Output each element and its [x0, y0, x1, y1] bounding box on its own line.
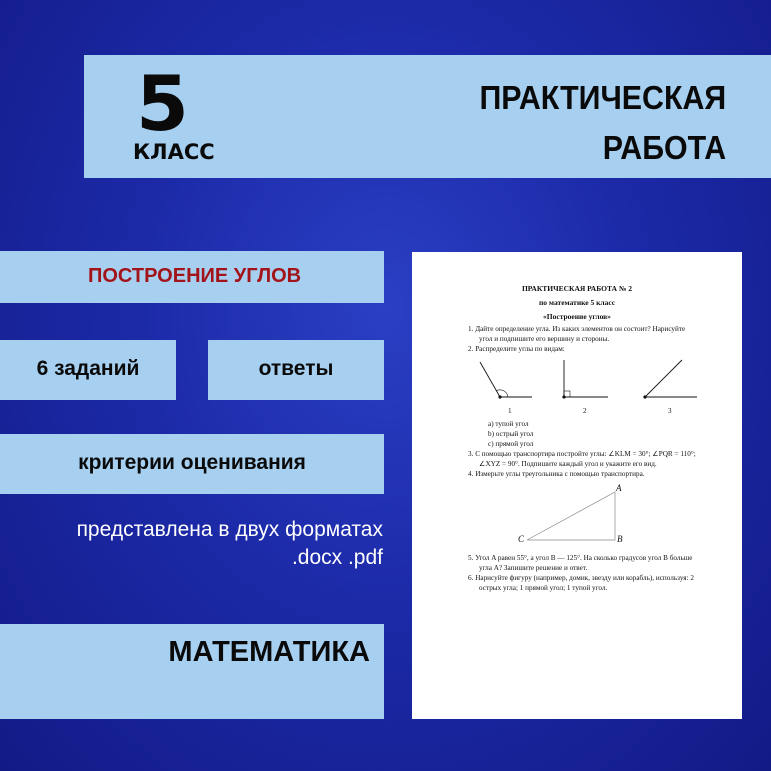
- document-preview: [412, 252, 742, 719]
- doc-q2: 2. Распределите углы по видам:: [468, 345, 565, 353]
- subject-banner: [0, 624, 384, 719]
- doc-q5-line1: 5. Угол A равен 55°, а угол B — 125°. На сколько градусов угол B больше: [468, 554, 693, 562]
- fig-label-3: 3: [668, 407, 672, 415]
- answers-badge: [208, 340, 384, 400]
- doc-q3-line1: 3. С помощью транспортира постройте углы: ∠KLM = 30°; ∠PQR = 110°;: [468, 450, 696, 458]
- tri-label-b: B: [617, 534, 623, 544]
- page-title: [479, 73, 726, 173]
- tasks-badge: [0, 340, 176, 400]
- doc-theme: «Построение углов»: [543, 312, 611, 321]
- tri-label-a: A: [616, 483, 622, 493]
- angle-3-acute: [643, 360, 697, 399]
- title-line-1: ПРАКТИЧЕСКАЯ: [479, 79, 726, 116]
- option-a: a) тупой угол: [488, 420, 529, 428]
- formats-line-1: представлена в двух форматах: [76, 518, 383, 541]
- topic-label: ПОСТРОЕНИЕ УГЛОВ: [88, 265, 302, 287]
- grade-number: 5: [136, 59, 189, 148]
- formats-line-2: .docx .pdf: [291, 546, 383, 569]
- doc-q1-line1: 1. Дайте определение угла. Из каких элементов он состоит? Нарисуйте: [468, 325, 686, 333]
- answers-label: ответы: [258, 357, 334, 380]
- doc-q5-line2: угла A? Запишите решение и ответ.: [479, 564, 588, 572]
- subject-label: МАТЕМАТИКА: [168, 636, 370, 668]
- topic-banner: [0, 251, 384, 303]
- criteria-badge: [0, 434, 384, 494]
- angles-figure: [412, 352, 742, 412]
- title-line-2: РАБОТА: [602, 129, 726, 166]
- formats-note: [77, 516, 383, 572]
- option-b: b) острый угол: [488, 430, 534, 438]
- tasks-label: 6 заданий: [36, 357, 140, 380]
- angle-2-right: [562, 360, 608, 399]
- doc-q6-line2: острых угла; 1 прямой угол; 1 тупой угол.: [479, 584, 608, 592]
- fig-label-1: 1: [508, 407, 512, 415]
- doc-subtitle: по математике 5 класс: [538, 298, 616, 307]
- doc-q6-line1: 6. Нарисуйте фигуру (например, домик, звезду или корабль), используя: 2: [468, 574, 694, 582]
- option-c: c) прямой угол: [488, 440, 534, 448]
- angle-1-obtuse: [480, 362, 532, 399]
- criteria-label: критерии оценивания: [78, 451, 306, 474]
- fig-label-2: 2: [583, 407, 587, 415]
- doc-q4: 4. Измерьте углы треугольника с помощью транспортира.: [468, 470, 645, 478]
- tri-label-c: C: [518, 534, 525, 544]
- doc-title: ПРАКТИЧЕСКАЯ РАБОТА № 2: [521, 284, 633, 293]
- doc-q3-line2: ∠XYZ = 90°. Подпишите каждый угол и укажите его вид.: [479, 460, 657, 468]
- triangle-figure: [412, 480, 742, 550]
- doc-q1-line2: угол и подпишите его вершину и стороны.: [479, 335, 610, 343]
- grade-label: КЛАСС: [133, 140, 215, 164]
